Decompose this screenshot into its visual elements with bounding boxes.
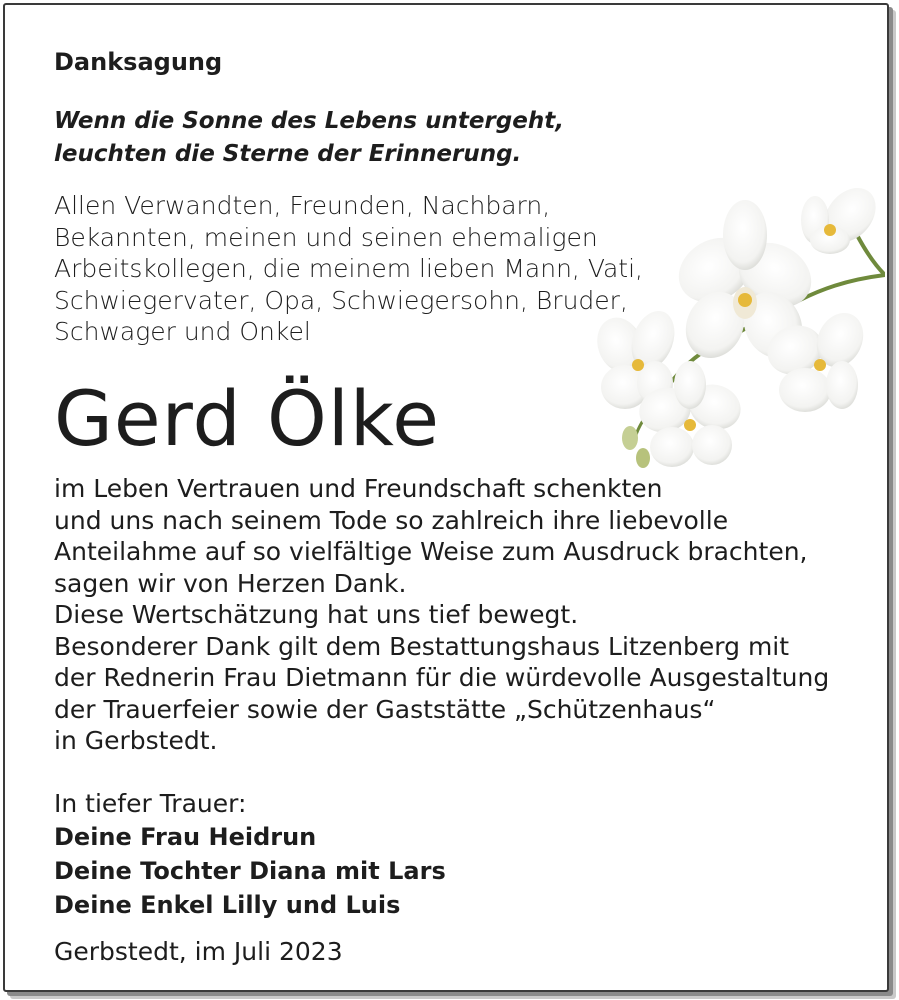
- signature-line: Deine Enkel Lilly und Luis: [54, 891, 401, 919]
- body-line: Diese Wertschätzung hat uns tief bewegt.: [54, 600, 579, 629]
- body-line: der Trauerfeier sowie der Gaststätte „Schützenhaus“: [54, 694, 716, 724]
- body-line: der Rednerin Frau Dietmann für die würdevolle Ausgestaltung: [54, 663, 830, 692]
- intro-line: Arbeitskollegen, die meinem lieben Mann, Vati,: [54, 254, 643, 283]
- intro-line: Schwiegervater, Opa, Schwiegersohn, Bruder,: [54, 285, 628, 315]
- deceased-name: Gerd Ölke: [54, 374, 440, 463]
- intro-line: Schwager und Onkel: [54, 317, 311, 346]
- quote-line: Wenn die Sonne des Lebens untergeht,: [54, 108, 564, 134]
- body-line: Anteilahme auf so vielfältige Weise zum Ausdruck brachten,: [54, 537, 808, 566]
- heading: Danksagung: [54, 48, 223, 76]
- body-line: sagen wir von Herzen Dank.: [54, 568, 407, 598]
- orchid-image: [595, 180, 885, 480]
- body-line: in Gerbstedt.: [54, 726, 218, 755]
- body-line: im Leben Vertrauen und Freundschaft schenkten: [54, 474, 663, 503]
- body-line: Besonderer Dank gilt dem Bestattungshaus Litzenberg mit: [54, 631, 790, 661]
- obituary-frame: [3, 3, 889, 992]
- intro-line: Bekannten, meinen und seinen ehemaligen: [54, 222, 598, 252]
- body-text: [54, 473, 829, 757]
- body-line: und uns nach seinem Tode so zahlreich ihre liebevolle: [54, 505, 729, 535]
- quote-line: leuchten die Sterne der Erinnerung.: [54, 141, 522, 167]
- signature-line: Deine Frau Heidrun: [54, 823, 317, 851]
- signature-line: Deine Tochter Diana mit Lars: [54, 857, 446, 885]
- signatures: [54, 820, 446, 922]
- intro-text: [54, 190, 643, 348]
- intro-line: Allen Verwandten, Freunden, Nachbarn,: [54, 191, 551, 220]
- mourning-label: In tiefer Trauer:: [54, 789, 247, 818]
- place-date: Gerbstedt, im Juli 2023: [54, 937, 343, 966]
- quote: [54, 105, 564, 171]
